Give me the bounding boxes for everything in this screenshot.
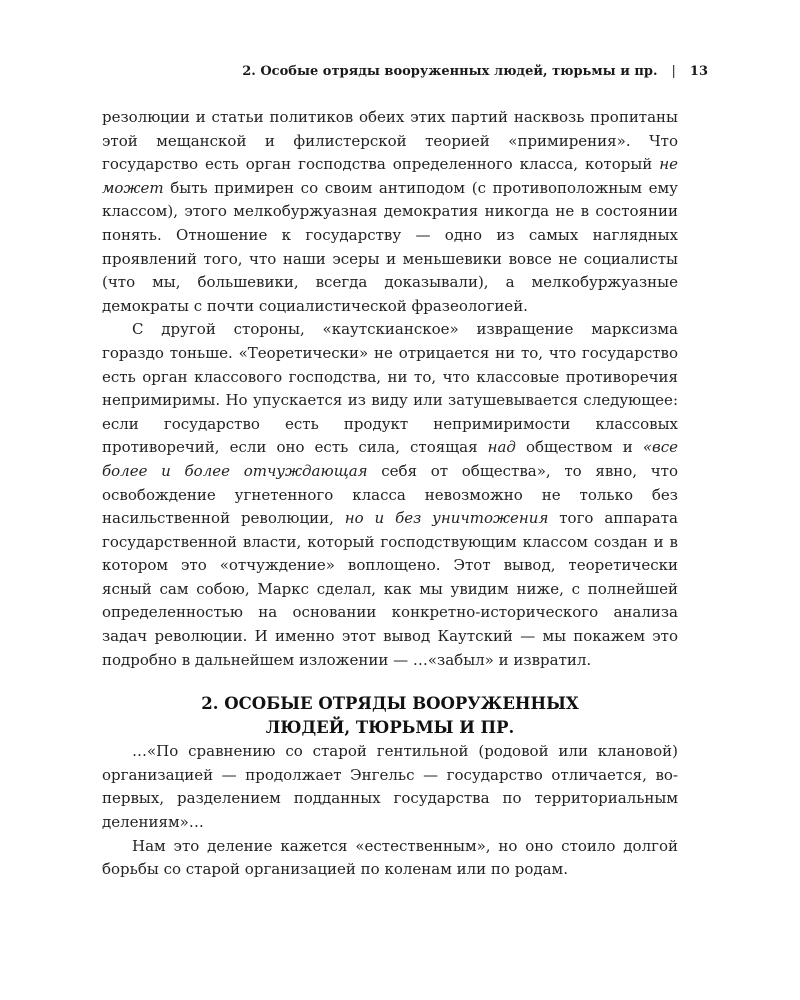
text-run: того аппарата государственной власти, который господствующим классом создан и в котором это «отчуждение» воплощено. Этот вывод, теоретически ясный сам собою, Маркс сделал, как мы увидим ниже, с полнейшей определенностью на основании конкретно-исторического анализа задач революции. И именно этот вывод Каутский — мы покажем это подробно в дальнейшем изложении — …«забыл» и извратил. [102, 509, 678, 669]
running-head-separator: | [671, 64, 676, 79]
text-run: С другой стороны, «каутскианское» извращение марксизма гораздо тоньше. «Теоретически» не отрицается ни то, что государство есть орган классового господства, ни то, что классовые противоречия непримиримы. Но упускается из виду или затушевывается следующее: если государство есть продукт непримиримости классовых противоречий, если оно есть сила, стоящая [102, 320, 678, 457]
text-run: обществом и [515, 438, 643, 457]
running-head [242, 64, 708, 79]
italic-run: но и без уничтожения [344, 509, 549, 528]
body-text [102, 106, 678, 882]
section-title [102, 692, 678, 740]
italic-run: не может [102, 155, 678, 197]
page-number: 13 [689, 64, 708, 79]
text-run: быть примирен со своим антиподом (с противоположным ему классом), этого мелкобуржуазная демократия никогда не в состоянии понять. Отношение к государству — одно из самых наглядных проявлений того, что наши эсеры и меньшевики вовсе не социалисты (что мы, большевики, всегда доказывали), а мелкобуржуазные демократы с почти социалистической фразеологией. [102, 178, 678, 315]
text-run: …«По сравнению со старой гентильной (родовой или клановой) организацией — продолжает Энгельс — государство отличается, во-первых, разделением подданных государства по территориальным делениям»… [102, 742, 678, 832]
running-head-title: 2. Особые отряды вооруженных людей, тюрьмы и пр. [242, 64, 658, 79]
italic-run: над [487, 438, 516, 457]
paragraph [102, 318, 678, 672]
text-run: резолюции и статьи политиков обеих этих партий насквозь пропитаны этой мещанской и филистерской теорией «примирения». Что государство есть орган господства определенного класса, который [102, 108, 678, 174]
paragraph [102, 106, 678, 318]
section-title-line: ЛЮДЕЙ, ТЮРЬМЫ И ПР. [265, 718, 515, 738]
italic-run: «все более и более отчуждающая [102, 438, 678, 480]
paragraph [102, 835, 678, 882]
text-run: Нам это деление кажется «естественным», но оно стоило долгой борьбы со старой организацией по коленам или по родам. [102, 836, 678, 879]
text-run: себя от общества», то явно, что освобождение угнетенного класса невозможно не только без насильственной революции, [102, 461, 679, 528]
section-title-line: 2. ОСОБЫЕ ОТРЯДЫ ВООРУЖЕННЫХ [201, 694, 579, 714]
paragraph [102, 740, 678, 834]
